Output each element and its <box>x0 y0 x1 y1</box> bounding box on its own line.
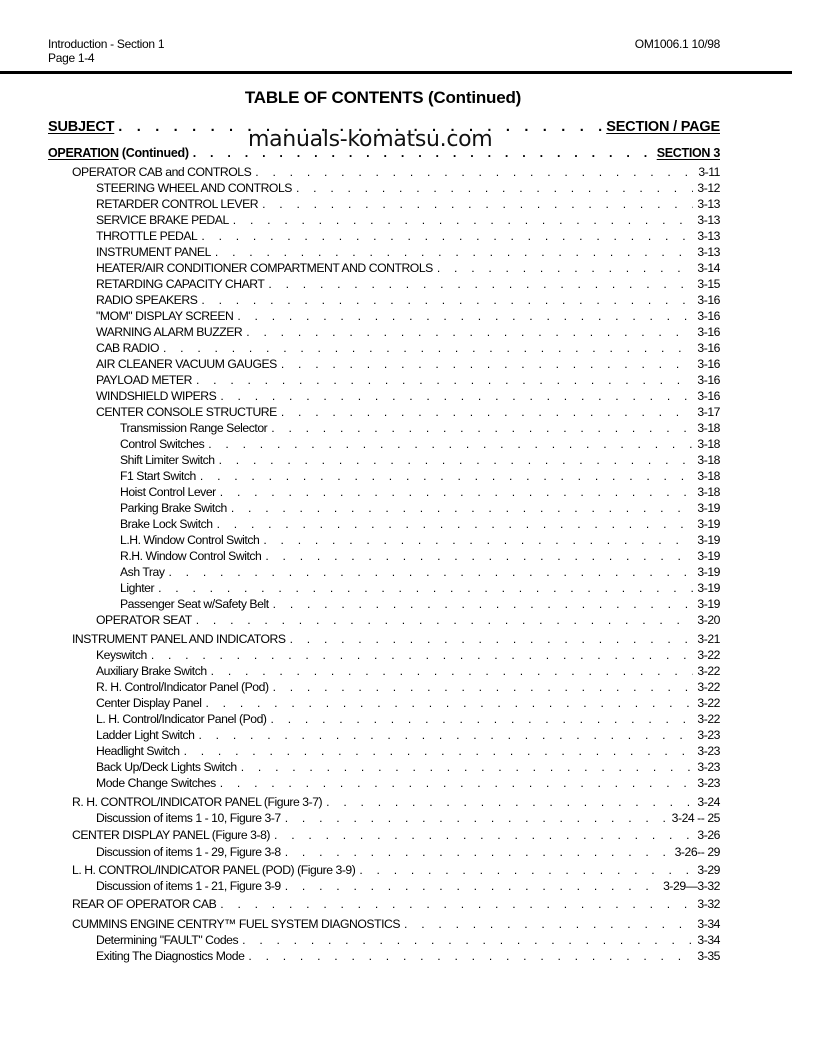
toc-entry[interactable] <box>0 277 720 291</box>
toc-entry-label: INSTRUMENT PANEL <box>96 245 211 259</box>
toc-entry[interactable] <box>0 760 720 774</box>
toc-entry[interactable] <box>0 811 720 825</box>
section-number: SECTION 3 <box>656 146 720 160</box>
toc-entry-page: 3-22 <box>697 648 720 662</box>
section-name: OPERATION <box>48 146 119 160</box>
leader-dots <box>211 664 694 678</box>
leader-dots <box>217 517 694 531</box>
leader-dots <box>196 373 693 387</box>
leader-dots <box>326 795 693 809</box>
toc-entry[interactable] <box>0 357 720 371</box>
toc-entry[interactable] <box>0 728 720 742</box>
leader-dots <box>208 437 693 451</box>
leader-dots <box>220 389 693 403</box>
toc-entry-page: 3-18 <box>697 453 720 467</box>
toc-entry[interactable] <box>0 845 720 859</box>
leader-dots <box>273 680 694 694</box>
toc-entry[interactable] <box>0 879 720 893</box>
toc-entry-label: Ladder Light Switch <box>96 728 195 742</box>
leader-dots <box>158 581 693 595</box>
toc-entry[interactable] <box>0 648 720 662</box>
toc-entry-page: 3-22 <box>697 664 720 678</box>
toc-entry-label: CENTER DISPLAY PANEL (Figure 3-8) <box>72 828 271 842</box>
toc-entry-label: AIR CLEANER VACUUM GAUGES <box>96 357 277 371</box>
toc-entry-page: 3-19 <box>697 517 720 531</box>
toc-entry[interactable] <box>0 863 720 877</box>
section-heading-row[interactable] <box>0 146 720 160</box>
toc-entry-label: Headlight Switch <box>96 744 180 758</box>
toc-entry[interactable] <box>0 213 720 227</box>
toc-entry-page: 3-18 <box>697 469 720 483</box>
toc-entry-label: Lighter <box>120 581 155 595</box>
leader-dots <box>281 405 694 419</box>
toc-entry-page: 3-16 <box>697 309 720 323</box>
toc-entry-page: 3-21 <box>697 632 720 646</box>
toc-entry-page: 3-23 <box>697 760 720 774</box>
leader-dots <box>271 421 693 435</box>
toc-entry[interactable] <box>0 421 720 435</box>
toc-entry-page: 3-19 <box>697 533 720 547</box>
toc-entry-label: Transmission Range Selector <box>120 421 268 435</box>
toc-entry[interactable] <box>0 517 720 531</box>
toc-entry[interactable] <box>0 549 720 563</box>
toc-entry[interactable] <box>0 501 720 515</box>
toc-entry-label: WINDSHIELD WIPERS <box>96 389 217 403</box>
toc-entry-page: 3-22 <box>697 712 720 726</box>
leader-dots <box>196 613 694 627</box>
toc-entry-label: Brake Lock Switch <box>120 517 213 531</box>
toc-entry-label: Shift Limiter Switch <box>120 453 215 467</box>
section-page-column-header: SECTION / PAGE <box>606 119 720 135</box>
toc-entry-label: L.H. Window Control Switch <box>120 533 260 547</box>
toc-entry-label: PAYLOAD METER <box>96 373 192 387</box>
toc-entry-label: L. H. Control/Indicator Panel (Pod) <box>96 712 267 726</box>
leader-dots <box>184 744 694 758</box>
leader-dots <box>242 933 693 947</box>
toc-entry-label: INSTRUMENT PANEL AND INDICATORS <box>72 632 286 646</box>
toc-entry[interactable] <box>0 165 720 179</box>
toc-entry[interactable] <box>0 437 720 451</box>
toc-entry[interactable] <box>0 680 720 694</box>
toc-entry-label: "MOM" DISPLAY SCREEN <box>96 309 234 323</box>
toc-entry-label: OPERATOR CAB and CONTROLS <box>72 165 252 179</box>
leader-dots <box>201 229 693 243</box>
leader-dots <box>263 533 693 547</box>
toc-entry-label: RADIO SPEAKERS <box>96 293 198 307</box>
toc-entry-label: Mode Change Switches <box>96 776 216 790</box>
toc-entry-label: F1 Start Switch <box>120 469 196 483</box>
toc-entry[interactable] <box>0 664 720 678</box>
leader-dots <box>248 949 693 963</box>
toc-entry-page: 3-12 <box>697 181 720 195</box>
toc-entry[interactable] <box>0 309 720 323</box>
toc-entry-page: 3-16 <box>697 357 720 371</box>
leader-dots <box>285 879 659 893</box>
toc-entry-page: 3-16 <box>697 341 720 355</box>
leader-dots <box>359 863 693 877</box>
page-number: Page 1-4 <box>48 51 95 65</box>
toc-entry[interactable] <box>0 453 720 467</box>
toc-entry-label: OPERATOR SEAT <box>96 613 192 627</box>
leader-dots <box>271 712 694 726</box>
toc-entry-label: Discussion of items 1 - 10, Figure 3-7 <box>96 811 281 825</box>
leader-dots <box>219 453 694 467</box>
leader-dots <box>262 197 693 211</box>
toc-entry[interactable] <box>0 632 720 646</box>
toc-entry[interactable] <box>0 341 720 355</box>
toc-entry-label: Passenger Seat w/Safety Belt <box>120 597 269 611</box>
toc-entry[interactable] <box>0 469 720 483</box>
section-suffix: (Continued) <box>121 146 189 160</box>
toc-entry-page: 3-18 <box>697 437 720 451</box>
document-code: OM1006.1 10/98 <box>634 37 720 51</box>
toc-entry[interactable] <box>0 744 720 758</box>
toc-entry[interactable] <box>0 581 720 595</box>
leader-dots <box>285 811 668 825</box>
section-label: Introduction - Section 1 <box>48 37 165 51</box>
toc-entry-page: 3-16 <box>697 293 720 307</box>
toc-entry-page: 3-23 <box>697 728 720 742</box>
toc-entry-label: THROTTLE PEDAL <box>96 229 198 243</box>
toc-entry-page: 3-15 <box>697 277 720 291</box>
toc-entry-label: SERVICE BRAKE PEDAL <box>96 213 229 227</box>
toc-entry[interactable] <box>0 181 720 195</box>
toc-entry-label: R. H. CONTROL/INDICATOR PANEL (Figure 3-7) <box>72 795 323 809</box>
toc-entry-page: 3-13 <box>697 213 720 227</box>
toc-entry-page: 3-35 <box>697 949 720 963</box>
toc-entry-page: 3-18 <box>697 485 720 499</box>
leader-dots <box>151 648 694 662</box>
toc-entry[interactable] <box>0 485 720 499</box>
toc-entry-label: Ash Tray <box>120 565 165 579</box>
leader-dots <box>233 213 694 227</box>
toc-entry-page: 3-19 <box>697 597 720 611</box>
toc-entry[interactable] <box>0 261 720 275</box>
toc-entry-label: HEATER/AIR CONDITIONER COMPARTMENT AND CONTROLS <box>96 261 433 275</box>
running-header-left <box>48 37 164 65</box>
toc-entry-label: RETARDER CONTROL LEVER <box>96 197 259 211</box>
leader-dots <box>231 501 694 515</box>
subject-column-header: SUBJECT <box>48 119 115 135</box>
toc-entry-label: Auxiliary Brake Switch <box>96 664 207 678</box>
toc-entry-page: 3-34 <box>697 917 720 931</box>
toc-entry-page: 3-26 <box>697 828 720 842</box>
leader-dots <box>281 357 694 371</box>
leader-dots <box>268 277 693 291</box>
toc-entry-page: 3-20 <box>697 613 720 627</box>
toc-entry-page: 3-19 <box>697 549 720 563</box>
toc-entry-page: 3-16 <box>697 373 720 387</box>
toc-entry-label: CUMMINS ENGINE CENTRY™ FUEL SYSTEM DIAGNOSTICS <box>72 917 401 931</box>
leader-dots <box>199 728 694 742</box>
leader-dots <box>273 597 694 611</box>
toc-entry-label: R. H. Control/Indicator Panel (Pod) <box>96 680 269 694</box>
toc-entry-label: Center Display Panel <box>96 696 202 710</box>
leader-dots <box>220 485 694 499</box>
leader-dots <box>296 181 693 195</box>
toc-entry-label: REAR OF OPERATOR CAB <box>72 897 217 911</box>
toc-entry-page: 3-22 <box>697 680 720 694</box>
toc-entry-label: Parking Brake Switch <box>120 501 227 515</box>
leader-dots <box>265 549 693 563</box>
leader-dots <box>205 696 693 710</box>
toc-entry-page: 3-24 <box>697 795 720 809</box>
toc-entry-page: 3-26-- 29 <box>674 845 720 859</box>
toc-entry-page: 3-18 <box>697 421 720 435</box>
toc-entry-page: 3-17 <box>697 405 720 419</box>
toc-entry-page: 3-16 <box>697 389 720 403</box>
toc-entry[interactable] <box>0 293 720 307</box>
leader-dots <box>241 760 694 774</box>
toc-entry[interactable] <box>0 597 720 611</box>
leader-dots <box>246 325 693 339</box>
toc-entry-label: Determining "FAULT" Codes <box>96 933 239 947</box>
leader-dots <box>237 309 693 323</box>
toc-entry-page: 3-23 <box>697 776 720 790</box>
toc-entry[interactable] <box>0 325 720 339</box>
toc-entry-page: 3-13 <box>697 197 720 211</box>
toc-entry[interactable] <box>0 405 720 419</box>
toc-entry-page: 3-19 <box>697 501 720 515</box>
toc-entry[interactable] <box>0 828 720 842</box>
leader-dots <box>290 632 694 646</box>
toc-entry-label: Control Switches <box>120 437 205 451</box>
toc-entry[interactable] <box>0 933 720 947</box>
toc-entry-label: CAB RADIO <box>96 341 159 355</box>
toc-entry-label: WARNING ALARM BUZZER <box>96 325 243 339</box>
toc-entry[interactable] <box>0 795 720 809</box>
toc-entry[interactable] <box>0 696 720 710</box>
toc-entry-label: Keyswitch <box>96 648 147 662</box>
toc-entry-label: R.H. Window Control Switch <box>120 549 262 563</box>
leader-dots <box>169 565 694 579</box>
title-main: TABLE OF CONTENTS <box>244 88 424 107</box>
watermark: manuals-komatsu.com <box>248 127 493 152</box>
toc-entry[interactable] <box>0 712 720 726</box>
toc-entry-label: Hoist Control Lever <box>120 485 216 499</box>
toc-entry-label: RETARDING CAPACITY CHART <box>96 277 265 291</box>
toc-entry[interactable] <box>0 897 720 911</box>
leader-dots <box>255 165 694 179</box>
leader-dots <box>285 845 671 859</box>
toc-entry-page: 3-13 <box>697 229 720 243</box>
title-suffix: (Continued) <box>427 88 522 107</box>
leader-dots <box>193 146 653 160</box>
toc-entry-page: 3-29 <box>697 863 720 877</box>
leader-dots <box>163 341 693 355</box>
toc-entry-page: 3-29—3-32 <box>663 879 720 893</box>
toc-entry[interactable] <box>0 949 720 963</box>
toc-entry[interactable] <box>0 613 720 627</box>
toc-entry-label: Exiting The Diagnostics Mode <box>96 949 245 963</box>
leader-dots <box>274 828 693 842</box>
toc-entry[interactable] <box>0 229 720 243</box>
toc-entry-label: STEERING WHEEL AND CONTROLS <box>96 181 292 195</box>
leader-dots <box>201 293 693 307</box>
toc-entry[interactable] <box>0 245 720 259</box>
toc-entry-page: 3-14 <box>697 261 720 275</box>
leader-dots <box>404 917 693 931</box>
toc-entry-page: 3-34 <box>697 933 720 947</box>
toc-entry[interactable] <box>0 197 720 211</box>
toc-entry-page: 3-13 <box>697 245 720 259</box>
toc-entry-page: 3-32 <box>697 897 720 911</box>
page-title <box>0 88 766 108</box>
toc-entry-page: 3-19 <box>697 581 720 595</box>
toc-entry-label: L. H. CONTROL/INDICATOR PANEL (POD) (Figure 3-9) <box>72 863 356 877</box>
toc-entry-page: 3-24 -- 25 <box>671 811 720 825</box>
toc-entry-label: CENTER CONSOLE STRUCTURE <box>96 405 277 419</box>
toc-entry[interactable] <box>0 373 720 387</box>
toc-entry-label: Back Up/Deck Lights Switch <box>96 760 237 774</box>
leader-dots <box>200 469 694 483</box>
toc-entry[interactable] <box>0 776 720 790</box>
toc-entry-page: 3-22 <box>697 696 720 710</box>
toc-entry[interactable] <box>0 533 720 547</box>
toc-entry[interactable] <box>0 565 720 579</box>
toc-entry-page: 3-16 <box>697 325 720 339</box>
toc-entry-label: Discussion of items 1 - 29, Figure 3-8 <box>96 845 281 859</box>
leader-dots <box>437 261 694 275</box>
toc-entry[interactable] <box>0 917 720 931</box>
header-rule <box>0 71 792 74</box>
leader-dots <box>220 776 694 790</box>
toc-entry-page: 3-11 <box>698 165 720 179</box>
toc-entry-label: Discussion of items 1 - 21, Figure 3-9 <box>96 879 281 893</box>
leader-dots <box>215 245 693 259</box>
toc-entry-page: 3-19 <box>697 565 720 579</box>
toc-entry-page: 3-23 <box>697 744 720 758</box>
toc-entry[interactable] <box>0 389 720 403</box>
leader-dots <box>220 897 693 911</box>
